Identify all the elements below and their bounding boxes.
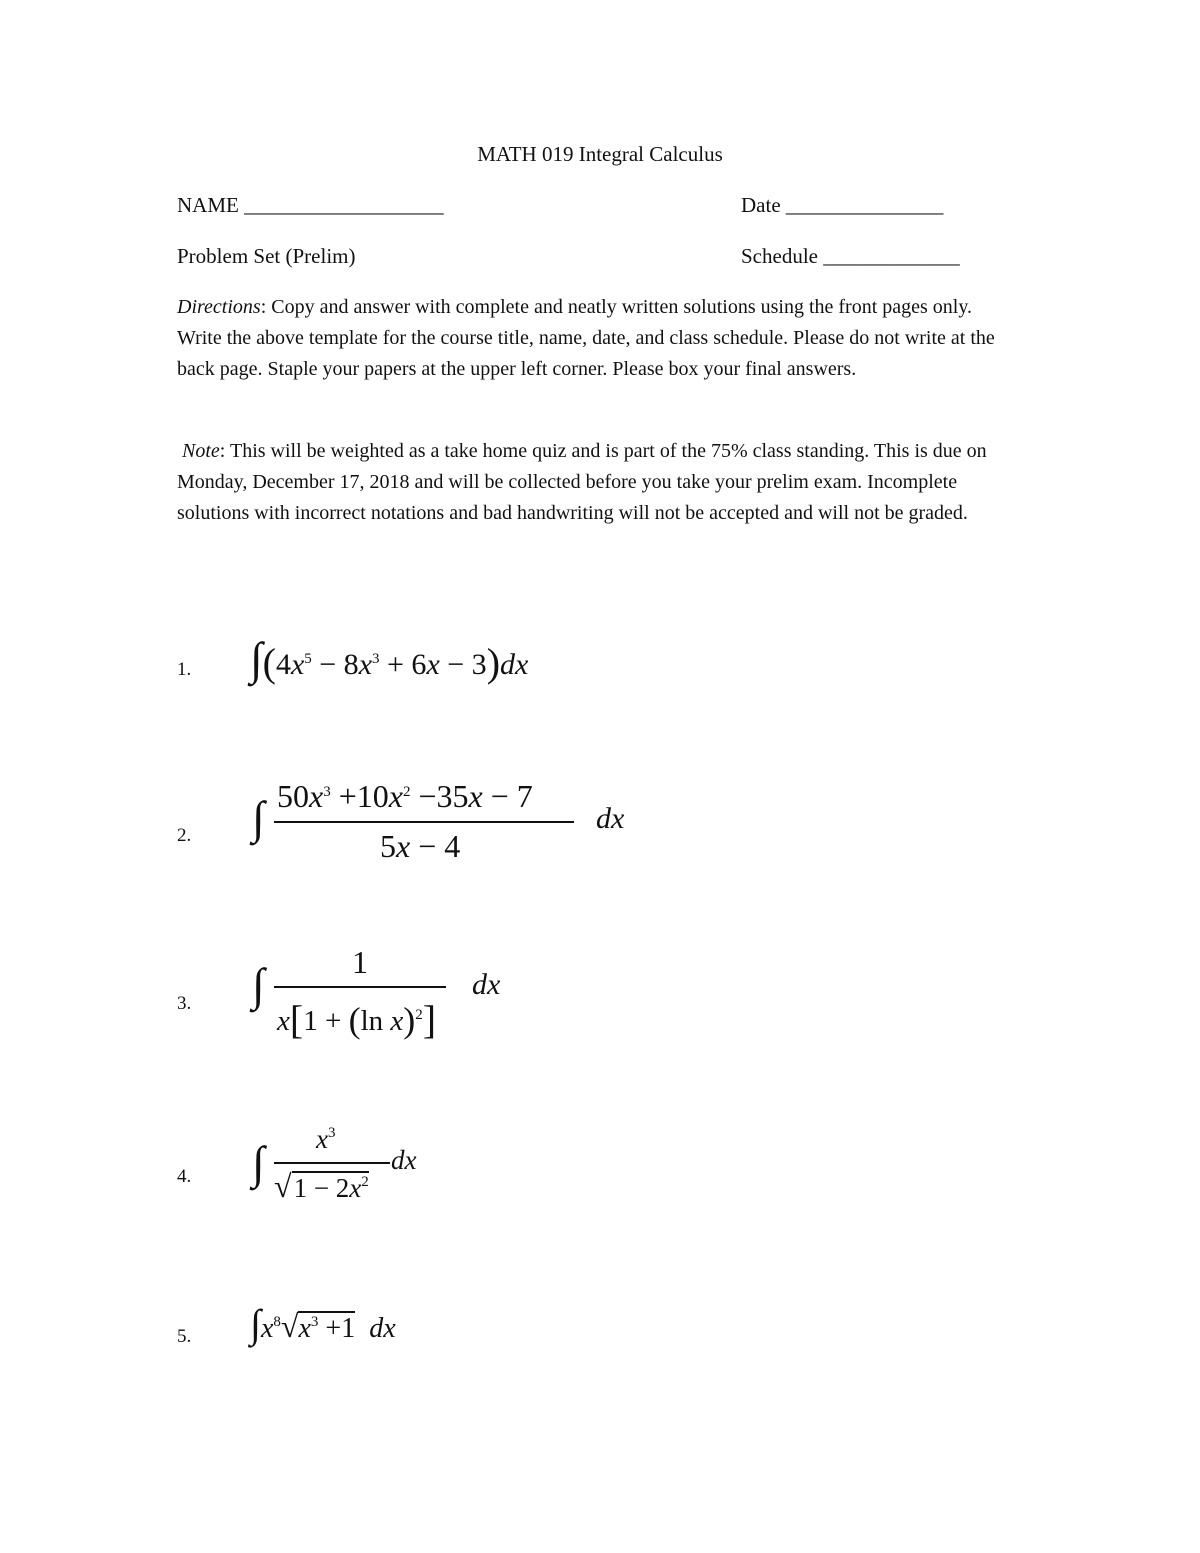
directions-text: : Copy and answer with complete and neatly written solutions using the front pages only. Write the above template for the course title, name, date, and class schedule. Please do not write at the back page. Staple your papers at the upper left corner. Please box your final answers. <box>177 296 995 380</box>
integral-sign: ∫ <box>250 633 263 684</box>
problem-2-denominator: 5x − 4 <box>380 828 461 864</box>
name-field-label: NAME ___________________ <box>177 193 444 217</box>
problem-set-label: Problem Set (Prelim) <box>177 244 356 268</box>
differential: dx <box>472 968 501 1001</box>
problem-4-numerator: $x^3$ <box>316 1124 336 1154</box>
sqrt-sign: √ <box>280 1308 299 1344</box>
fraction-bar <box>274 986 446 988</box>
problem-5-expression: $\int x^8√x^3 +1$ dx <box>250 1301 396 1346</box>
integral-sign: ∫ <box>252 792 265 843</box>
note-text: : This will be weighted as a take home quiz and is part of the 75% class standing. This is due on Monday, December 17, 2018 and will be collected before you take your prelim exam. Incomplete solutions with incorrect notations and bad handwriting will not be accepted and will not be graded. <box>177 440 987 524</box>
differential: dx <box>391 1145 417 1175</box>
problem-2-numerator: $50x^3 +10x^2 -35x - 7$ <box>277 778 533 814</box>
directions-label: Directions <box>177 296 261 318</box>
note-label: Note <box>182 440 220 462</box>
problem-number: 2. <box>177 825 192 846</box>
problem-1-expression: $\int(4x^5 - 8x^3 + 6x - 3)dx$ <box>250 633 529 685</box>
fraction-bar <box>274 821 574 823</box>
integral-sign: ∫ <box>252 959 265 1010</box>
differential: dx <box>596 802 625 835</box>
close-paren: ) <box>486 640 501 685</box>
sqrt-sign: √ <box>274 1168 292 1204</box>
problem-number: 3. <box>177 993 192 1014</box>
open-paren: ( <box>262 640 276 685</box>
fraction-bar <box>274 1162 390 1164</box>
integral-sign: ∫ <box>252 1137 265 1188</box>
date-field-label: Date _______________ <box>741 193 944 217</box>
problem-number: 5. <box>177 1326 192 1347</box>
page-title: MATH 019 Integral Calculus <box>477 142 723 166</box>
note-paragraph <box>177 436 1017 529</box>
problem-number: 4. <box>177 1166 192 1187</box>
integral-sign: ∫ <box>250 1301 261 1346</box>
problem-3-numerator: 1 <box>352 944 368 980</box>
problem-number: 1. <box>177 659 192 680</box>
schedule-field-label: Schedule _____________ <box>741 244 960 268</box>
problem-4-denominator: $√1 - 2x^2$ <box>274 1168 369 1204</box>
directions-paragraph <box>177 292 1017 385</box>
problem-3-denominator: x[1 + (ln x)$^2$] <box>277 997 437 1042</box>
